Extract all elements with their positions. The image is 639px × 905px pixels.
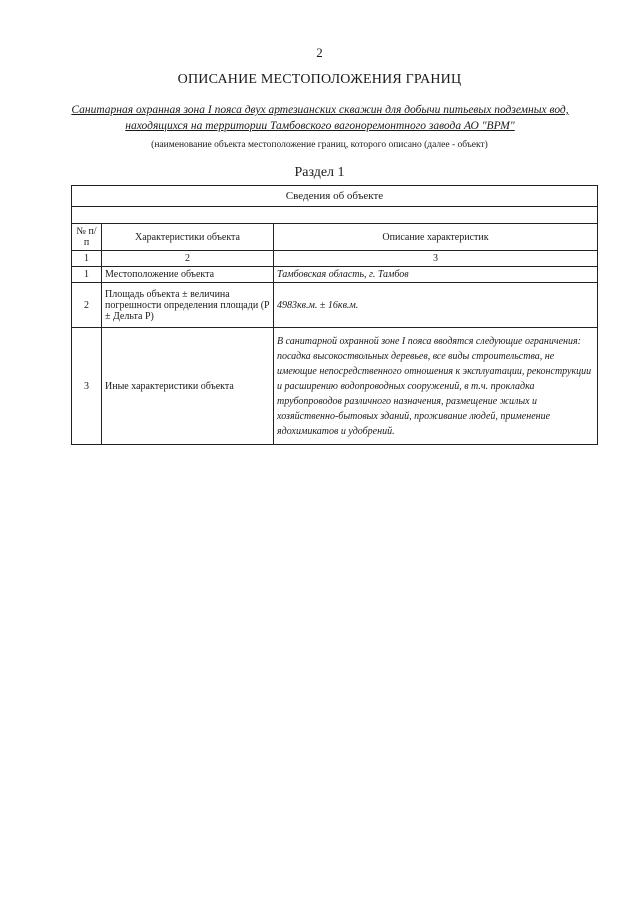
row-num: 1	[72, 267, 102, 283]
table-header: Сведения об объекте	[72, 186, 598, 207]
object-info-table	[71, 185, 598, 445]
row-description: Тамбовская область, г. Тамбов	[274, 267, 598, 283]
row-characteristic: Местоположение объекта	[102, 267, 274, 283]
column-number: 2	[102, 251, 274, 267]
table-row	[72, 283, 598, 328]
row-num: 2	[72, 283, 102, 328]
table-row	[72, 328, 598, 445]
object-name-caption: (наименование объекта местоположение границ, которого описано (далее - объект)	[151, 140, 488, 150]
column-header-num: № п/п	[72, 224, 102, 251]
object-name: Санитарная охранная зона I пояса двух артезианских скважин для добычи питьевых подземных вод, находящихся на территории Тамбовского вагоноремонтного завода АО "ВРМ"	[71, 104, 569, 132]
column-number: 1	[72, 251, 102, 267]
document-title: ОПИСАНИЕ МЕСТОПОЛОЖЕНИЯ ГРАНИЦ	[177, 72, 462, 87]
table-empty-row	[72, 207, 598, 224]
column-number: 3	[274, 251, 598, 267]
row-num: 3	[72, 328, 102, 445]
row-characteristic: Площадь объекта ± величина погрешности определения площади (Р ± Дельта Р)	[102, 283, 274, 328]
column-header-description: Описание характеристик	[274, 224, 598, 251]
section-title: Раздел 1	[294, 165, 345, 180]
page-number: 2	[316, 45, 323, 60]
row-description: В санитарной охранной зоне I пояса вводятся следующие ограничения: посадка высокоствольных деревьев, все виды строительства, не имеющие непосредственного отношения к эксплуатации, реконструкции и расширению водопроводных сооружений, в т.ч. прокладка трубопроводов различного назначения, размещение жилых и хозяйственно-бытовых зданий, проживание людей, применение ядохимикатов и удобрений.	[274, 328, 598, 445]
table-row	[72, 267, 598, 283]
row-characteristic: Иные характеристики объекта	[102, 328, 274, 445]
row-description: 4983кв.м. ± 16кв.м.	[274, 283, 598, 328]
column-header-characteristic: Характеристики объекта	[102, 224, 274, 251]
